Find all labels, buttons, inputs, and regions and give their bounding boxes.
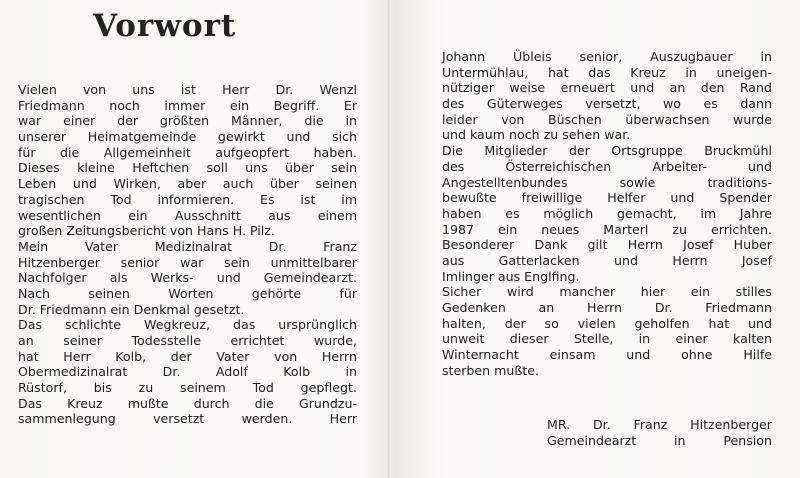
text-line: war einer der größten Männer, die in — [18, 113, 357, 129]
text-line: Johann Übleis senior, Auszugbauer in — [442, 49, 772, 64]
text-line: Rüstorf, bis zu seinem Tod gepflegt. — [18, 380, 357, 396]
text-line: leider von Büschen überwachsen wurde — [442, 111, 772, 127]
text-line: Das schlichte Wegkreuz, das ursprünglich — [18, 317, 357, 333]
text-line: halten, der so vielen geholfen hat und — [442, 315, 772, 331]
text-line: Nachfolger als Werks- und Gemeindearzt. — [18, 270, 357, 286]
text-line: Vielen von uns ist Herr Dr. Wenzl — [18, 82, 357, 97]
text-line: 1987 ein neues Marterl zu errichten. — [442, 221, 772, 237]
text-line: Angestelltenbundes sowie traditions- — [442, 174, 772, 190]
text-line: des Güterweges versetzt, wo es dann — [442, 96, 772, 112]
text-line: Imlinger aus Englfing. — [442, 268, 580, 284]
text-line: Die Mitglieder der Ortsgruppe Bruckmühl — [442, 143, 772, 159]
page-title: Vorwort — [93, 8, 237, 44]
text-line: tragischen Tod informieren. Es ist im — [18, 191, 357, 207]
text-line: Winternacht einsam und ohne Hilfe — [442, 347, 772, 363]
text-line: Sicher wird mancher hier ein stilles — [442, 284, 772, 300]
text-line: an seiner Todesstelle errichtet wurde, — [18, 333, 357, 348]
text-line: Dr. Friedmann ein Denkmal gesetzt. — [18, 301, 245, 317]
text-line: unserer Heimatgemeinde gewirkt und sich — [18, 129, 357, 145]
text-line: Nach seinen Worten gehörte für — [18, 285, 357, 301]
book-gutter — [387, 0, 390, 478]
text-line: Obermedizinalrat Dr. Adolf Kolb in — [18, 364, 357, 380]
text-line: Untermühlau, hat das Kreuz in uneigen- — [442, 64, 772, 80]
text-line: Besonderer Dank gilt Herrn Josef Huber — [442, 237, 772, 253]
text-line: aus Gatterlacken und Herrn Josef — [442, 252, 772, 268]
text-line: Das Kreuz mußte durch die Grundzu- — [18, 395, 357, 411]
signature-role: Gemeindearzt in Pension — [547, 432, 772, 448]
right-column-text — [442, 49, 772, 378]
text-line: und kaum noch zu sehen war. — [442, 127, 631, 143]
text-line: nütziger weise erneuert und an den Rand — [442, 80, 772, 96]
signature-name: MR. Dr. Franz Hitzenberger — [547, 417, 772, 432]
text-line: großen Zeitungsbericht von Hans H. Pilz. — [18, 223, 275, 239]
text-line: bewußte freiwillige Helfer und Spender — [442, 190, 772, 206]
text-line: Dieses kleine Heftchen soll uns über sein — [18, 160, 357, 176]
text-line: hat Herr Kolb, der Vater von Herrn — [18, 348, 357, 364]
text-line: Hitzenberger senior war sein unmittelbarer — [18, 254, 357, 270]
text-line: haben es möglich gemacht, im Jahre — [442, 205, 772, 221]
text-line: sammenlegung versetzt werden. Herr — [18, 411, 357, 427]
text-line: Friedmann noch immer ein Begriff. Er — [18, 97, 357, 113]
signature-block — [547, 417, 772, 448]
text-line: wesentlichen ein Ausschnitt aus einem — [18, 207, 357, 223]
text-line: Gedenken an Herrn Dr. Friedmann — [442, 300, 772, 315]
text-line: für die Allgemeinheit aufgeopfert haben. — [18, 144, 357, 160]
text-line: des Österreichischen Arbeiter- und — [442, 158, 772, 174]
text-line: Mein Vater Medizinalrat Dr. Franz — [18, 238, 357, 254]
text-line: Leben und Wirken, aber auch über seinen — [18, 176, 357, 192]
text-line: sterben mußte. — [442, 362, 540, 378]
text-line: unweit dieser Stelle, in einer kalten — [442, 331, 772, 347]
left-column-text — [18, 82, 357, 427]
